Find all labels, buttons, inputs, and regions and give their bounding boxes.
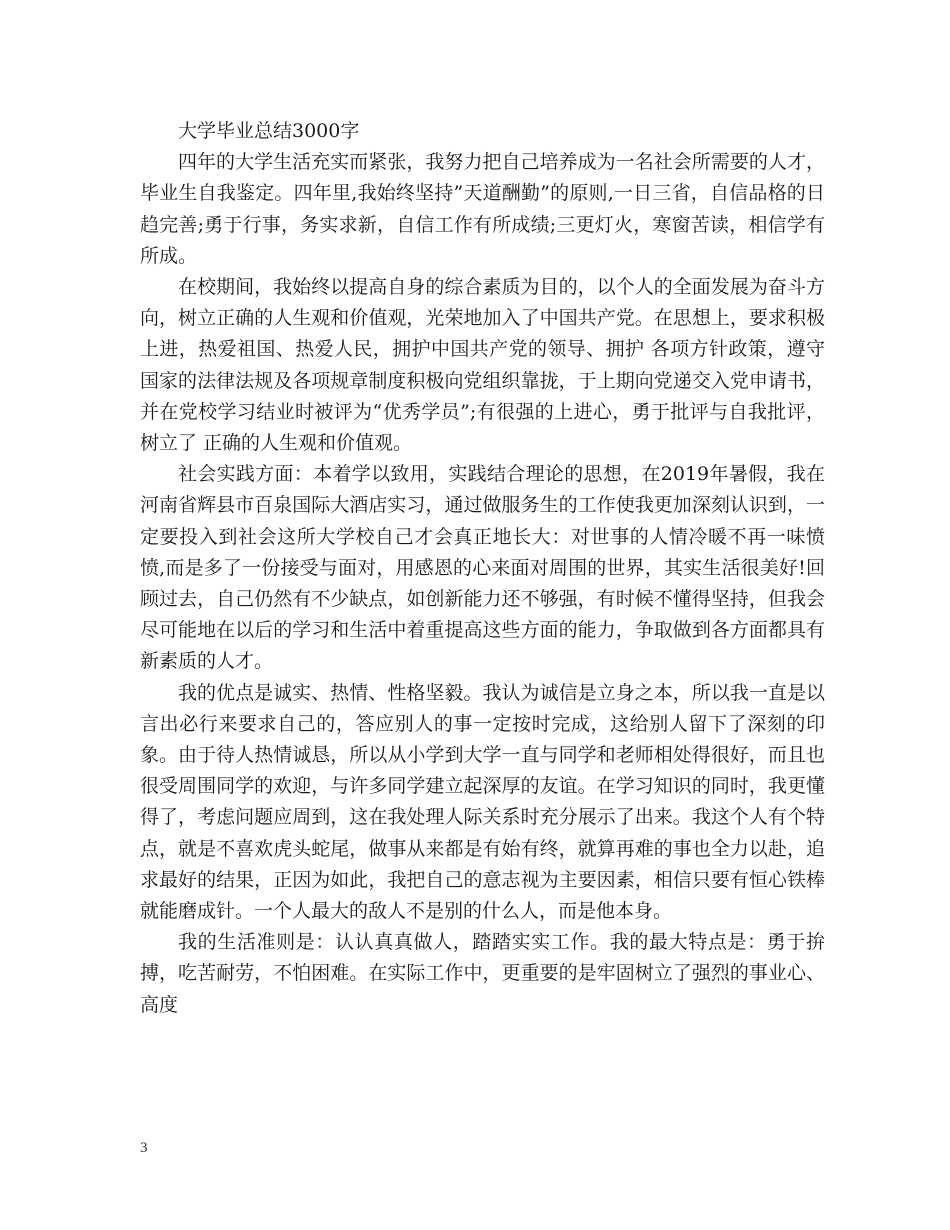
document-body — [140, 116, 825, 1021]
paragraph-4: 我的优点是诚实、热情、性格坚毅。我认为诚信是立身之本，所以我一直是以言出必行来要求自己的，答应别人的事一定按时完成，这给别人留下了深刻的印象。由于待人热情诚恳，所以从小学到大学一直与同学和老师相处得很好，而且也很受周围同学的欢迎，与许多同学建立起深厚的友谊。在学习知识的同时，我更懂得了，考虑问题应周到，这在我处理人际关系时充分展示了出来。我这个人有个特点，就是不喜欢虎头蛇尾，做事从来都是有始有终，就算再难的事也全力以赴，追求最好的结果，正因为如此，我把自己的意志视为主要因素，相信只要有恒心铁棒就能磨成针。一个人最大的敌人不是别的什么人，而是他本身。 — [140, 681, 825, 923]
paragraph-3: 社会实践方面：本着学以致用，实践结合理论的思想，在2019年暑假，我在河南省辉县市百泉国际大酒店实习，通过做服务生的工作使我更加深刻认识到，一定要投入到社会这所大学校自己才会真正地长大：对世事的人情冷暖不再一味愤愤,而是多了一份接受与面对，用感恩的心来面对周围的世界，其实生活很美好!回顾过去，自己仍然有不少缺点，如创新能力还不够强，有时候不懂得坚持，但我会尽可能地在以后的学习和生活中着重提高这些方面的能力，争取做到各方面都具有新素质的人才。 — [140, 463, 825, 673]
document-title: 大学毕业总结3000字 — [178, 120, 360, 142]
page-number: 3 — [140, 1140, 148, 1156]
paragraph-5: 我的生活准则是：认认真真做人，踏踏实实工作。我的最大特点是：勇于拚搏，吃苦耐劳，不怕困难。在实际工作中，更重要的是牢固树立了强烈的事业心、高度 — [140, 931, 825, 1016]
paragraph-1: 四年的大学生活充实而紧张，我努力把自己培养成为一名社会所需要的人才，毕业生自我鉴定。四年里,我始终坚持”天道酬勤”的原则,一日三省，自信品格的日趋完善;勇于行事，务实求新，自信工作有所成绩;三更灯火，寒窗苦读，相信学有所成。 — [140, 151, 825, 267]
paragraph-2: 在校期间，我始终以提高自身的综合素质为目的，以个人的全面发展为奋斗方向，树立正确的人生观和价值观，光荣地加入了中国共产党。在思想上，要求积极上进，热爱祖国、热爱人民，拥护中国共产党的领导、拥护 各项方针政策，遵守国家的法律法规及各项规章制度积极向党组织靠拢，于上期向党递交入党申请书，并在党校学习结业时被评为“优秀学员”;有很强的上进心，勇于批评与自我批评，树立了 正确的人生观和价值观。 — [140, 276, 825, 455]
